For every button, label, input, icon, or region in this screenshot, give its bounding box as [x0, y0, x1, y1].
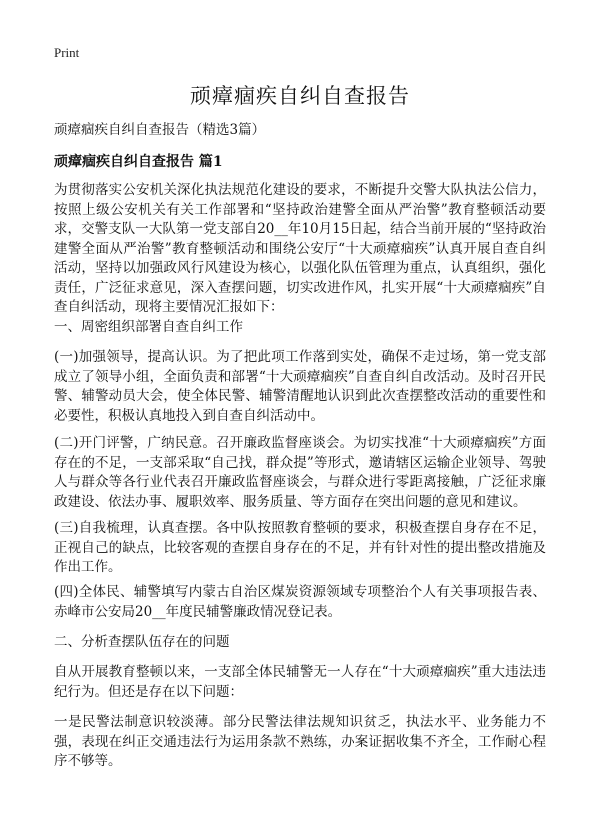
paragraph-intro: 为贯彻落实公安机关深化执法规范化建设的要求，不断提升交警大队执法公信力，按照上级公安机关有关工作部署和“坚持政治建警全面从严治警”教育整顿活动要求，交警支队一大队第一党支部自20__年10月15日起，结合当前开展的“坚持政治建警全面从严治警”教育整顿活动和围绕公安厅“十大顽瘴痼疾”认真开展自查自纠活动，坚持以加强政风行风建设为核心，以强化队伍管理为重点，认真组织，强化责任，广泛征求意见，深入查摆问题，切实改进作风，扎实开展“十大顽瘴痼疾”自查自纠活动，现将主要情况汇报如下：	[54, 182, 546, 315]
print-link[interactable]: Print	[54, 45, 80, 60]
paragraph-4: (四)全体民、辅警填写内蒙古自治区煤炭资源领域专项整治个人有关事项报告表、赤峰市公安局20__年度民辅警廉政情况登记表。	[54, 584, 546, 620]
page-title: 顽瘴痼疾自纠自查报告	[190, 84, 410, 108]
paragraph-1: (一)加强领导，提高认识。为了把此项工作落到实处，确保不走过场，第一党支部成立了领导小组，全面负责和部署“十大顽瘴痼疾”自查自纠自改活动。及时召开民警、辅警动员大会，使全体民警、辅警清醒地认识到此次查摆整改活动的重要性和必要性，积极认真地投入到自查自纠活动中。	[54, 349, 546, 424]
doc-subtitle: 顽瘴痼疾自纠自查报告（精选3篇）	[54, 122, 266, 138]
article-heading: 顽瘴痼疾自纠自查报告 篇1	[54, 154, 223, 170]
paragraph-6: 一是民警法制意识较淡薄。部分民警法律法规知识贫乏，执法水平、业务能力不强，表现在纠正交通违法行为运用条款不熟练，办案证据收集不齐全，工作耐心程序不够等。	[54, 714, 546, 769]
section-heading-1: 一、周密组织部署自查自纠工作	[54, 319, 243, 335]
paragraph-2: (二)开门评警，广纳民意。召开廉政监督座谈会。为切实找准“十大顽瘴痼疾”方面存在的不足，一支部采取“自己找，群众提”等形式，邀请辖区运输企业领导、驾驶人与群众等各行业代表召开廉政监督座谈会，与群众进行零距离接触，广泛征求廉政建设、依法办事、履职效率、服务质量、等方面存在突出问题的意见和建议。	[54, 435, 546, 510]
paragraph-3: (三)自我梳理，认真查摆。各中队按照教育整顿的要求，积极查摆自身存在不足，正视自己的缺点，比较客观的查摆自身存在的不足，并有针对性的提出整改措施及作出工作。	[54, 520, 546, 575]
section-heading-2: 二、分析查摆队伍存在的问题	[54, 634, 230, 650]
paragraph-5: 自从开展教育整顿以来，一支部全体民辅警无一人存在“十大顽瘴痼疾”重大违法违纪行为。但还是存在以下问题：	[54, 664, 546, 700]
